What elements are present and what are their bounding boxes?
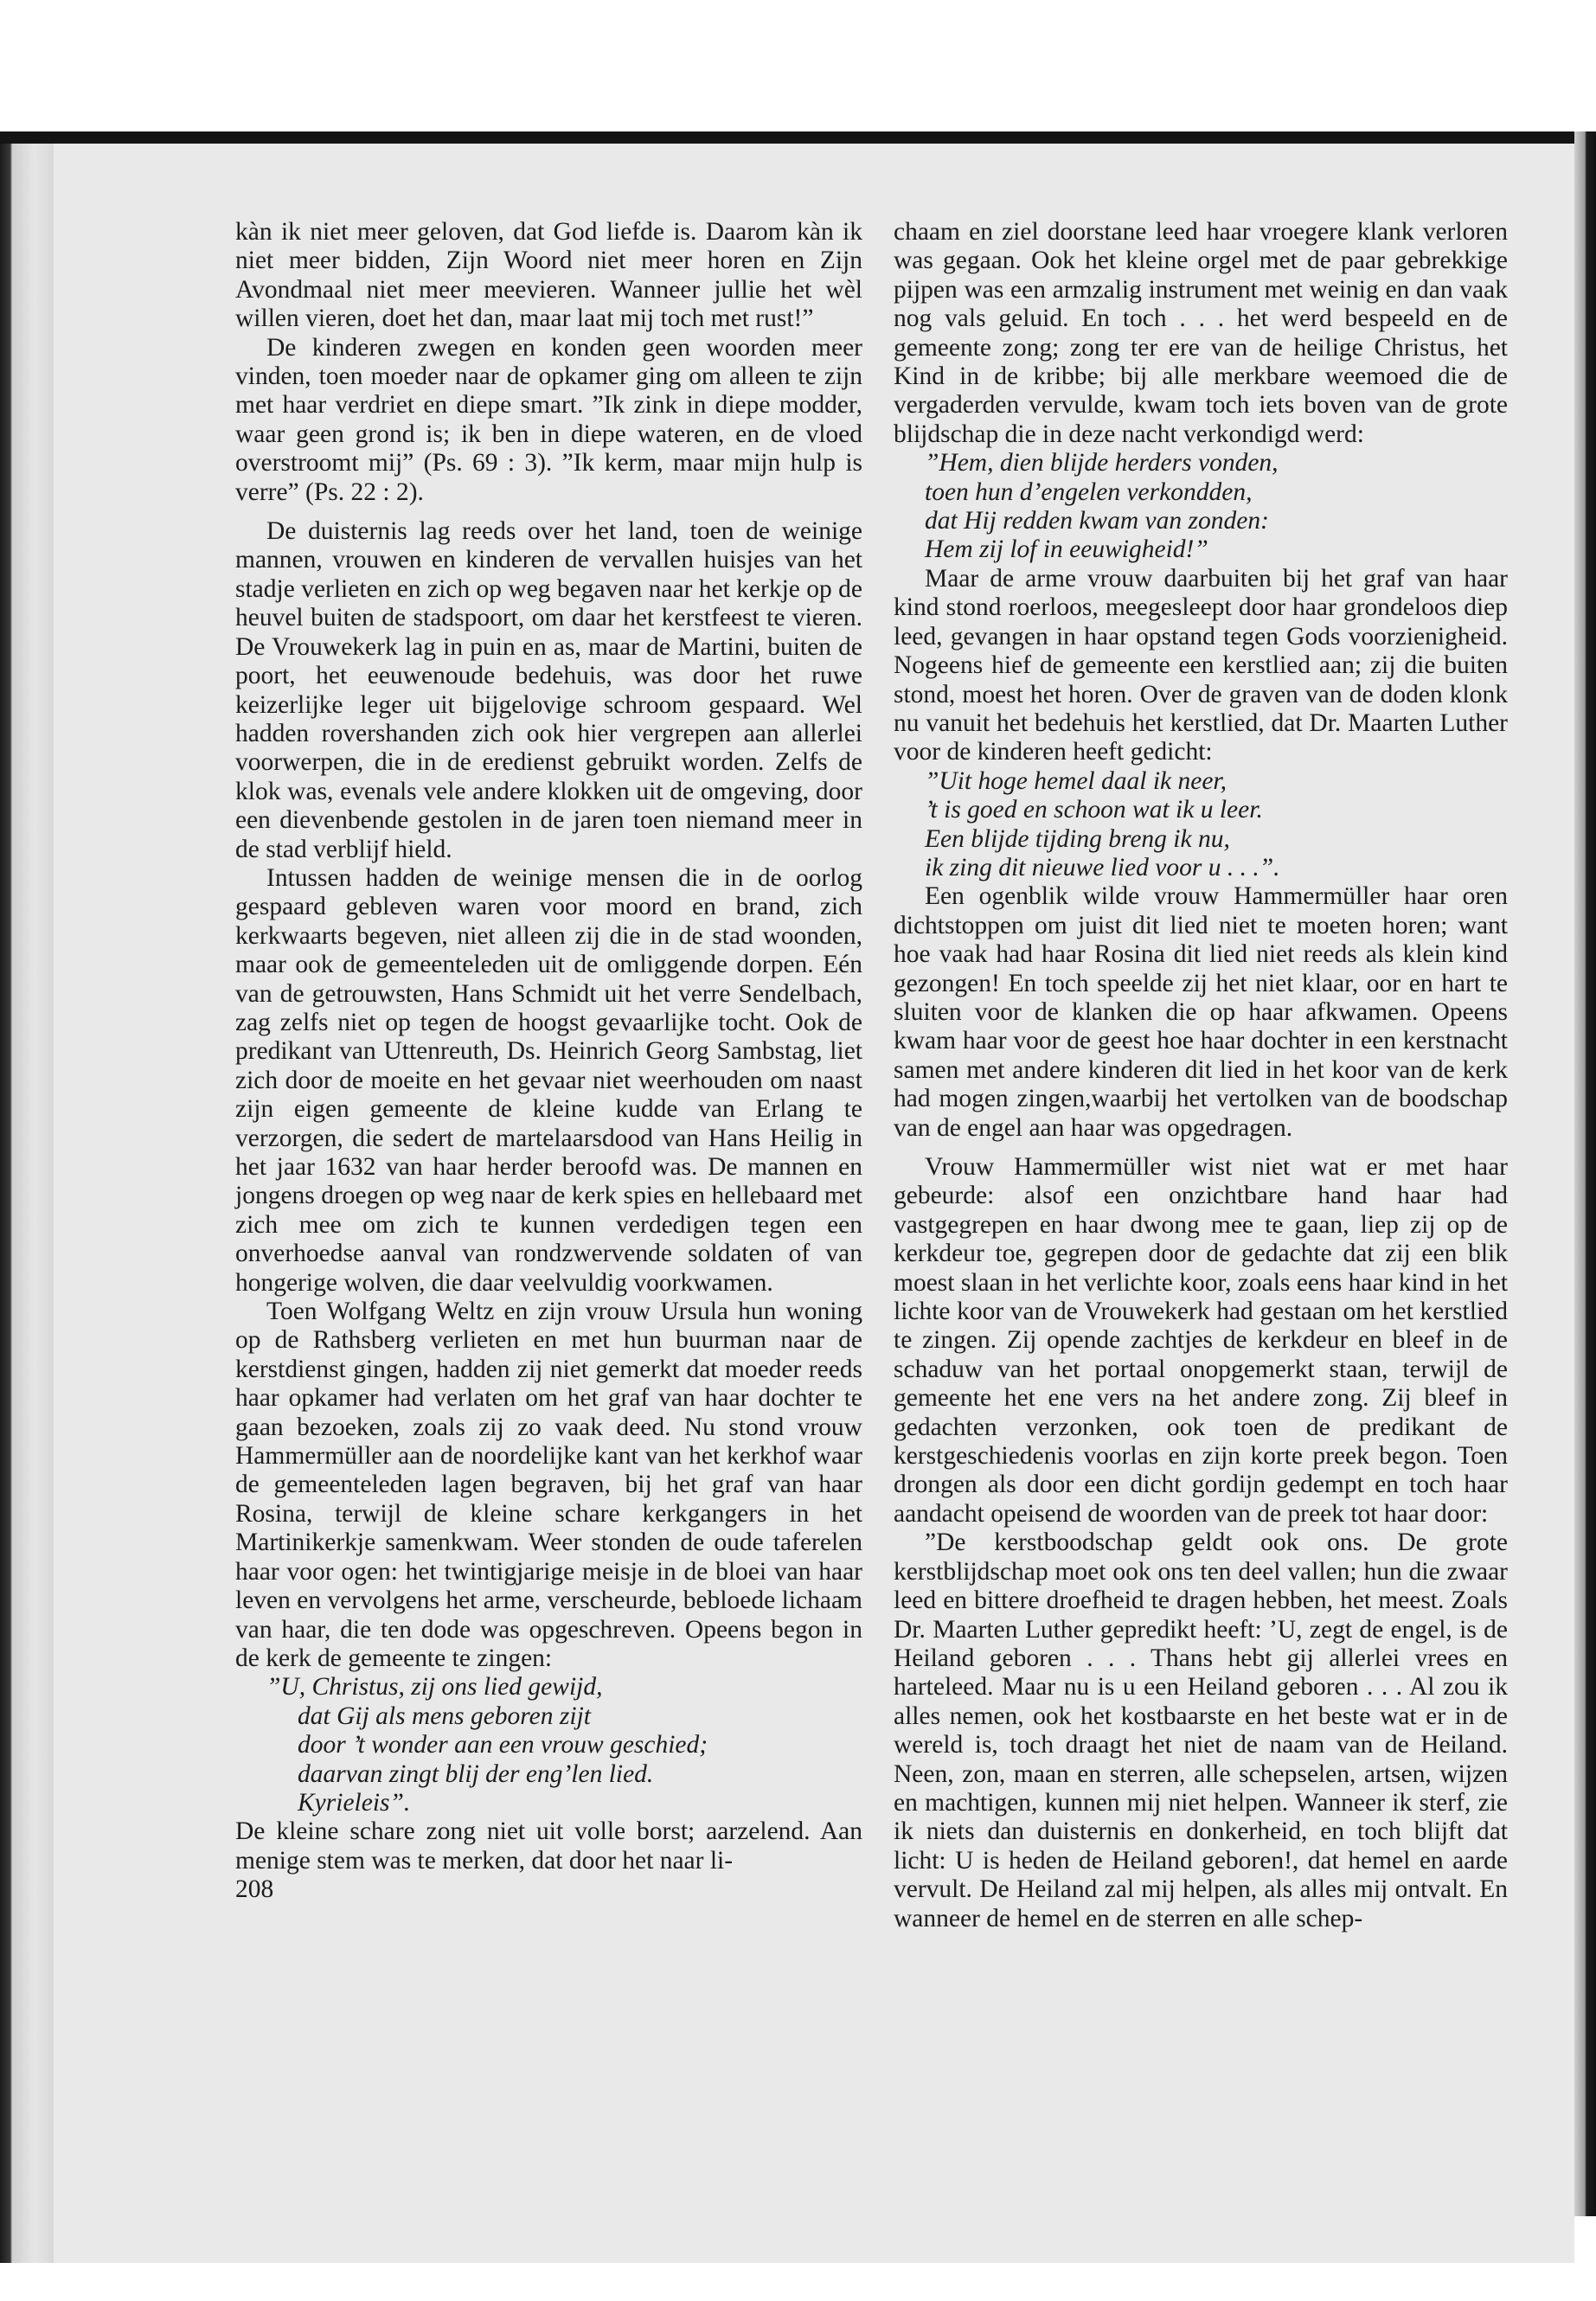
book-spine-edge	[0, 144, 54, 2263]
paragraph: ”De kerstboodschap geldt ook ons. De grote kerstblijdschap moet ook ons ten deel vallen; hun die zwaar leed en bittere droefheid te dragen hebben, het meest. Zoals Dr. Maarten Luther gepredikt heeft: ’U, zegt de engel, is de Heiland geboren . . . Thans hebt gij allerlei vrees en harteleed. Maar nu is u een Heiland geboren . . . Al zou ik alles nemen, ook het kostbaarste en het beste wat er in de wereld is, toch draagt het niet de naam van de Heiland. Neen, zon, maan en sterren, alle schepselen, artsen, wijzen en machtigen, kunnen mij niet helpen. Wanneer ik sterf, zie ik niets dan duisternis en donkerheid, en toch blijft dat licht: U is heden de Heiland geboren!, dat hemel en aarde vervult. De Heiland zal mij helpen, als alles mij ontvalt. En wanneer de hemel en de sterren en alle schep-	[894, 1529, 1508, 1932]
verse-line: daarvan zingt blij der eng’len lied.	[298, 1759, 654, 1788]
verse-line: ’t is goed en schoon wat ik u leer.	[925, 796, 1263, 824]
paragraph: Maar de arme vrouw daarbuiten bij het graf van haar kind stond roerloos, meegesleept door haar grondeloos diep leed, gevangen in haar opstand tegen Gods voorzienigheid. Nogeens hief de gemeente een kerstlied aan; zij die buiten stond, moest het horen. Over de graven van de doden klonk nu vanuit het bedehuis het kerstlied, dat Dr. Maarten Luther voor de kinderen heeft gedicht:	[894, 564, 1508, 766]
page-number: 208	[235, 1875, 274, 1904]
poem-verse	[894, 767, 1508, 883]
verse-line: Een blijde tijding breng ik nu,	[925, 824, 1230, 853]
paragraph: Een ogenblik wilde vrouw Hammermüller haar oren dichtstoppen om juist dit lied niet te moeten horen; want hoe vaak had haar Rosina dit lied niet reeds als klein kind gezongen! En toch speelde zij het niet klaar, oor en hart te sluiten voor de klanken die op haar afkwamen. Opeens kwam haar voor de geest hoe haar dochter in een kerstnacht samen met andere kinderen dit lied in het koor van de kerk had mogen zingen,waarbij het vertolken van de boodschap van de engel aan haar was opgedragen.	[894, 882, 1508, 1142]
paragraph: De kinderen zwegen en konden geen woorden meer vinden, toen moeder naar de opkamer ging om alleen te zijn met haar verdriet en diepe smart. ”Ik zink in diepe modder, waar geen grond is; ik ben in diepe wateren, en de vloed overstroomt mij” (Ps. 69 : 3). ”Ik kerm, maar mijn hulp is verre” (Ps. 22 : 2).	[235, 333, 862, 506]
paragraph: Toen Wolfgang Weltz en zijn vrouw Ursula hun woning op de Rathsberg verlieten en met hun buurman naar de kerstdienst gingen, hadden zij niet gemerkt dat moeder reeds haar opkamer had verlaten om het graf van haar dochter te gaan bezoeken, zoals zij zo vaak deed. Nu stond vrouw Hammermüller aan de noordelijke kant van het kerkhof waar de gemeenteleden lagen begraven, bij het graf van haar Rosina, terwijl de kleine schare kerkgangers in het Martinikerkje samenkwam. Weer stonden de oude taferelen haar voor ogen: het twintigjarige meisje in de bloei van haar leven en vervolgens het arme, verscheurde, bebloede lichaam van haar, die ten dode was opgeschreven. Opeens begon in de kerk de gemeente te zingen:	[235, 1298, 862, 1672]
verse-line: Hem zij lof in eeuwigheid!”	[925, 535, 1208, 564]
verse-line: ”Uit hoge hemel daal ik neer,	[925, 766, 1227, 795]
paragraph: De duisternis lag reeds over het land, toen de weinige mannen, vrouwen en kinderen de vervallen huisjes van het stadje verlieten en zich op weg begaven naar het kerkje op de heuvel buiten de stadspoort, om daar het kerstfeest te vieren. De Vrouwekerk lag in puin en as, maar de Martini, buiten de poort, het eeuwenoude bedehuis, was door het ruwe keizerlijke leger uit bijgelovige schroom gespaard. Wel hadden rovershanden zich ook hier vergrepen aan allerlei voorwerpen, die in de eredienst gebruikt worden. Zelfs de klok was, evenals vele andere klokken uit de omgeving, door een dievenbende gestolen in de jaren toen niemand meer in de stad verblijf hield.	[235, 517, 862, 863]
verse-line: door ’t wonder aan een vrouw geschied;	[298, 1731, 708, 1759]
scan-top-edge	[0, 131, 1596, 144]
verse-line: toen hun d’engelen verkondden,	[925, 478, 1253, 506]
left-text-column	[235, 218, 862, 1905]
verse-line: ”U, Christus, zij ons lied gewijd,	[266, 1673, 603, 1702]
paragraph: kàn ik niet meer geloven, dat God liefde is. Daarom kàn ik niet meer bidden, Zijn Woord niet meer horen en Zijn Avondmaal niet meer meevieren. Wanneer jullie het wèl willen vieren, doet het dan, maar laat mij toch met rust!”	[235, 218, 862, 333]
verse-line: ik zing dit nieuwe lied voor u . . .”.	[925, 853, 1280, 881]
poem-verse	[235, 1673, 862, 1817]
paragraph: Intussen hadden de weinige mensen die in de oorlog gespaard gebleven waren voor moord en brand, zich kerkwaarts begeven, niet alleen zij die in de stad woonden, maar ook de gemeenteleden uit de omliggende dorpen. Eén van de getrouwsten, Hans Schmidt uit het verre Sendelbach, zag zelfs niet op tegen de hoogst gevaarlijke tocht. Ook de predikant van Uttenreuth, Ds. Heinrich Georg Sambstag, liet zich door de moeite en het gevaar niet weerhouden om naast zijn eigen gemeente de kleine kudde van Erlang te verzorgen, die sedert de martelaarsdood van Hans Heilig in het jaar 1632 van haar herder beroofd was. De mannen en jongens droegen op weg naar de kerk spies en hellebaard met zich mee om zich te kunnen verdedigen tegen een onverhoedse aanval van rondzwervende soldaten of van hongerige wolven, die daar veelvuldig voorkwamen.	[235, 863, 862, 1297]
verse-line: dat Gij als mens geboren zijt	[298, 1702, 591, 1730]
right-text-column	[894, 218, 1508, 1933]
scan-right-edge	[1574, 131, 1596, 2216]
paragraph: De kleine schare zong niet uit volle borst; aarzelend. Aan menige stem was te merken, dat door het naar li-	[235, 1817, 862, 1875]
paragraph: chaam en ziel doorstane leed haar vroegere klank verloren was gegaan. Ook het kleine orgel met de paar gebrekkige pijpen was een armzalig instrument met weinig en dan vaak nog vals geluid. En toch . . . het werd bespeeld en de gemeente zong; zong ter ere van de heilige Christus, het Kind in de kribbe; bij alle merkbare weemoed die de vergaderden vervulde, kwam toch iets boven van de grote blijdschap die in deze nacht verkondigd werd:	[894, 218, 1508, 448]
verse-line: dat Hij redden kwam van zonden:	[925, 507, 1269, 535]
verse-line: Kyrieleis”.	[298, 1788, 411, 1817]
paragraph: Vrouw Hammermüller wist niet wat er met haar gebeurde: alsof een onzichtbare hand haar had vastgegrepen en haar dwong mee te gaan, liep zij op de kerkdeur toe, gegrepen door de gedachte dat zij een blik moest slaan in het verlichte koor, zoals eens haar kind in het lichte koor van de Vrouwekerk had gestaan om het kerstlied te zingen. Zij opende zachtjes de kerkdeur en bleef in de schaduw van het portaal onopgemerkt staan, terwijl de gemeente het ene vers na het andere zong. Zij bleef in gedachten verzonken, ook toen de predikant de kerstgeschiedenis voorlas en zijn korte preek begon. Toen drongen als door een dicht gordijn gedempt en toch haar aandacht opeisend de woorden van de preek tot haar door:	[894, 1153, 1508, 1528]
verse-line: ”Hem, dien blijde herders vonden,	[925, 449, 1279, 478]
poem-verse	[894, 449, 1508, 565]
